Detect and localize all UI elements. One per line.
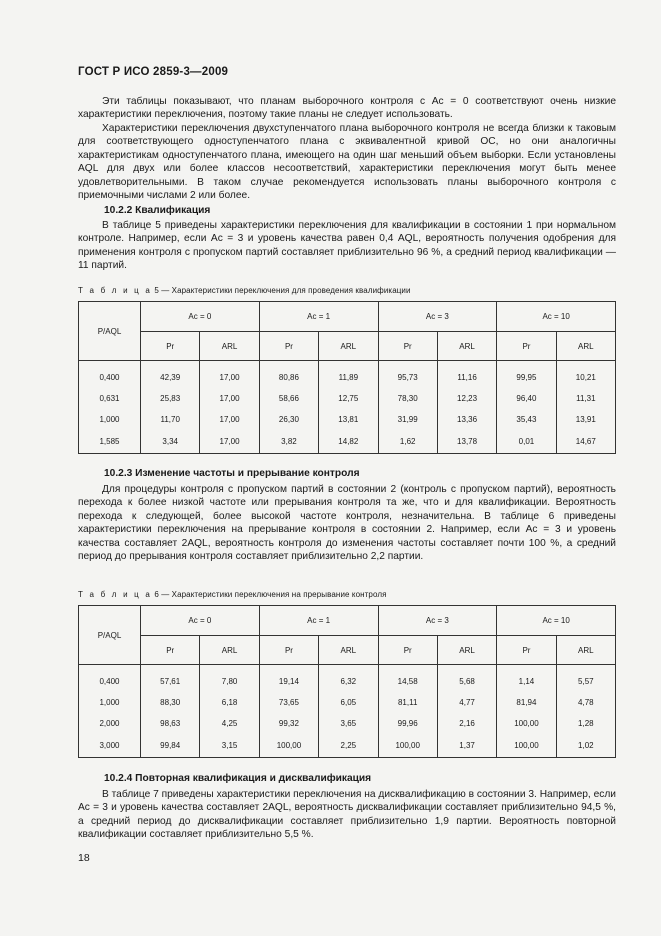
table-cell: 58,66: [259, 388, 318, 409]
table-row: [79, 665, 616, 692]
table-cell: 14,67: [556, 430, 615, 454]
table-row: [79, 713, 616, 734]
table-cell: 100,00: [497, 734, 556, 758]
section-10-2-2-paragraph: В таблице 5 приведены характеристики переключения для квалификации в состоянии 1 при нормальном контроле. Например, если Ac = 3 и уровень качества равен 0,4 AQL, вероятность получения одобрения для применения контроля с пропуском партий составляет приблизительно 96 %, а средний период квалификации — 11 партий.: [78, 220, 616, 272]
table5-subheader: ARL: [200, 332, 259, 361]
table-cell: 1,02: [556, 734, 615, 758]
section-10-2-4-paragraph: В таблице 7 приведены характеристики переключения на дисквалификацию в состоянии 3. Например, если Ac = 3 и уровень качества составляет 2AQL, вероятность дисквалификации составляет приблизительно 94,5 %, а средний период до дисквалификации составляет приблизительно 1,9 партии. Вероятность повторной квалификации составляет приблизительно 5,5 %.: [78, 789, 616, 841]
table-cell: 0,400: [79, 361, 141, 388]
table-cell: 73,65: [259, 692, 318, 713]
table6: [78, 605, 616, 758]
table-cell: 98,63: [141, 713, 200, 734]
table5-group-header: Ac = 3: [378, 302, 497, 332]
table-cell: 1,000: [79, 409, 141, 430]
page-number: 18: [78, 852, 90, 864]
table-cell: 3,34: [141, 430, 200, 454]
table5: [78, 301, 616, 454]
table-cell: 6,32: [319, 665, 378, 692]
table-cell: 35,43: [497, 409, 556, 430]
table-row: [79, 388, 616, 409]
table5-subheader: Pr: [497, 332, 556, 361]
table6-group-header: Ac = 3: [378, 606, 497, 636]
table-cell: 5,68: [437, 665, 496, 692]
table5-subheader: Pr: [259, 332, 318, 361]
table-cell: 81,94: [497, 692, 556, 713]
table6-subheader: ARL: [556, 636, 615, 665]
table5-subheader: Pr: [141, 332, 200, 361]
table-cell: 99,32: [259, 713, 318, 734]
table-row: [79, 409, 616, 430]
table-cell: 100,00: [259, 734, 318, 758]
table-cell: 7,80: [200, 665, 259, 692]
table6-row-header: P/AQL: [79, 606, 141, 665]
table-cell: 2,16: [437, 713, 496, 734]
table-cell: 42,39: [141, 361, 200, 388]
table6-subheader: Pr: [378, 636, 437, 665]
table-cell: 12,23: [437, 388, 496, 409]
table5-caption: [78, 286, 411, 295]
section-heading-10-2-3: 10.2.3 Изменение частоты и прерывание контроля: [104, 468, 360, 479]
table5-caption-prefix: Т а б л и ц а: [78, 286, 153, 295]
table-cell: 3,15: [200, 734, 259, 758]
table-cell: 12,75: [319, 388, 378, 409]
table5-group-header: Ac = 0: [141, 302, 260, 332]
section-heading-10-2-4: 10.2.4 Повторная квалификация и дисквалификация: [104, 773, 372, 784]
table-cell: 17,00: [200, 388, 259, 409]
table-cell: 88,30: [141, 692, 200, 713]
table6-subheader: Pr: [141, 636, 200, 665]
table-cell: 2,25: [319, 734, 378, 758]
table-cell: 1,14: [497, 665, 556, 692]
section-10-2-3-paragraph: Для процедуры контроля с пропуском партий в состоянии 2 (контроль с пропуском партий), вероятность перехода к более низкой частоте или прерывания контроля та же, что и для квалификации. Вероятность перехода к следующей, более высокой частоте контроля, незначительна. В таблице 6 приведены характеристики переключения на прерывание контроля в состоянии 2. Например, если Ac = 3 и уровень качества составляет 2AQL, вероятность контроля до изменения частоты составляет почти 100 %, а средний период до прерывания контроля составляет приблизительно 2,2 партии.: [78, 484, 616, 563]
table-cell: 0,01: [497, 430, 556, 454]
table-row: [79, 361, 616, 388]
table-cell: 100,00: [378, 734, 437, 758]
table-cell: 81,11: [378, 692, 437, 713]
table-cell: 57,61: [141, 665, 200, 692]
table5-caption-text: 5 — Характеристики переключения для проведения квалификации: [152, 286, 411, 295]
table5-group-header: Ac = 10: [497, 302, 616, 332]
intro-paragraph-2: Характеристики переключения двухступенчатого плана выборочного контроля не всегда близки к таковым для соответствующего одноступенчатого плана с эквивалентной кривой ОС, но они аналогичны характеристикам одноступенчатого плана, имеющего на один шаг меньший объем выборки. Если установлены AQL для двух или более классов несоответствий, характеристики переключения могут быть менее удовлетворительными. В таком случае рекомендуется использовать планы выборочного контроля с приемочными числами 2 или более.: [78, 123, 616, 202]
table-cell: 1,62: [378, 430, 437, 454]
table-cell: 13,91: [556, 409, 615, 430]
table6-caption-prefix: Т а б л и ц а: [78, 590, 153, 599]
table-cell: 25,83: [141, 388, 200, 409]
table-row: [79, 734, 616, 758]
table-cell: 5,57: [556, 665, 615, 692]
table-row: [79, 692, 616, 713]
table-cell: 4,25: [200, 713, 259, 734]
table-cell: 17,00: [200, 409, 259, 430]
table6-group-header: Ac = 1: [259, 606, 378, 636]
table-cell: 6,05: [319, 692, 378, 713]
table-cell: 17,00: [200, 430, 259, 454]
table-cell: 1,28: [556, 713, 615, 734]
table-cell: 6,18: [200, 692, 259, 713]
table-cell: 4,77: [437, 692, 496, 713]
table-cell: 99,96: [378, 713, 437, 734]
table-cell: 1,585: [79, 430, 141, 454]
table-cell: 3,000: [79, 734, 141, 758]
table-cell: 10,21: [556, 361, 615, 388]
table-cell: 31,99: [378, 409, 437, 430]
table-cell: 95,73: [378, 361, 437, 388]
table-cell: 14,82: [319, 430, 378, 454]
table6-group-header: Ac = 10: [497, 606, 616, 636]
intro-paragraph-1: Эти таблицы показывают, что планам выборочного контроля с Ac = 0 соответствуют очень низкие характеристики переключения, поэтому такие планы не следует использовать.: [78, 96, 616, 121]
table-cell: 78,30: [378, 388, 437, 409]
table6-subheader: ARL: [319, 636, 378, 665]
table-cell: 0,400: [79, 665, 141, 692]
table-row: [79, 430, 616, 454]
table6-subheader: ARL: [200, 636, 259, 665]
table-cell: 99,95: [497, 361, 556, 388]
table-cell: 99,84: [141, 734, 200, 758]
table-cell: 11,89: [319, 361, 378, 388]
table6-caption: [78, 590, 387, 599]
section-heading-10-2-2: 10.2.2 Квалификация: [104, 205, 211, 216]
table6-subheader: ARL: [437, 636, 496, 665]
table-cell: 4,78: [556, 692, 615, 713]
table-cell: 3,65: [319, 713, 378, 734]
table-cell: 11,31: [556, 388, 615, 409]
table-cell: 11,16: [437, 361, 496, 388]
table5-subheader: ARL: [319, 332, 378, 361]
table-cell: 17,00: [200, 361, 259, 388]
table-cell: 0,631: [79, 388, 141, 409]
table6-group-header: Ac = 0: [141, 606, 260, 636]
table6-subheader: Pr: [497, 636, 556, 665]
table6-caption-text: 6 — Характеристики переключения на прерывание контроля: [152, 590, 387, 599]
table-cell: 13,78: [437, 430, 496, 454]
document-title: ГОСТ Р ИСО 2859-3—2009: [78, 66, 229, 78]
table5-group-header: Ac = 1: [259, 302, 378, 332]
table6-subheader: Pr: [259, 636, 318, 665]
table-cell: 80,86: [259, 361, 318, 388]
table-cell: 13,81: [319, 409, 378, 430]
table-cell: 100,00: [497, 713, 556, 734]
table-cell: 11,70: [141, 409, 200, 430]
table-cell: 19,14: [259, 665, 318, 692]
table5-subheader: ARL: [556, 332, 615, 361]
table-cell: 1,37: [437, 734, 496, 758]
table-cell: 3,82: [259, 430, 318, 454]
table-cell: 96,40: [497, 388, 556, 409]
table5-row-header: P/AQL: [79, 302, 141, 361]
table-cell: 1,000: [79, 692, 141, 713]
table-cell: 14,58: [378, 665, 437, 692]
table-cell: 2,000: [79, 713, 141, 734]
table5-subheader: Pr: [378, 332, 437, 361]
table5-subheader: ARL: [437, 332, 496, 361]
table-cell: 13,36: [437, 409, 496, 430]
table-cell: 26,30: [259, 409, 318, 430]
